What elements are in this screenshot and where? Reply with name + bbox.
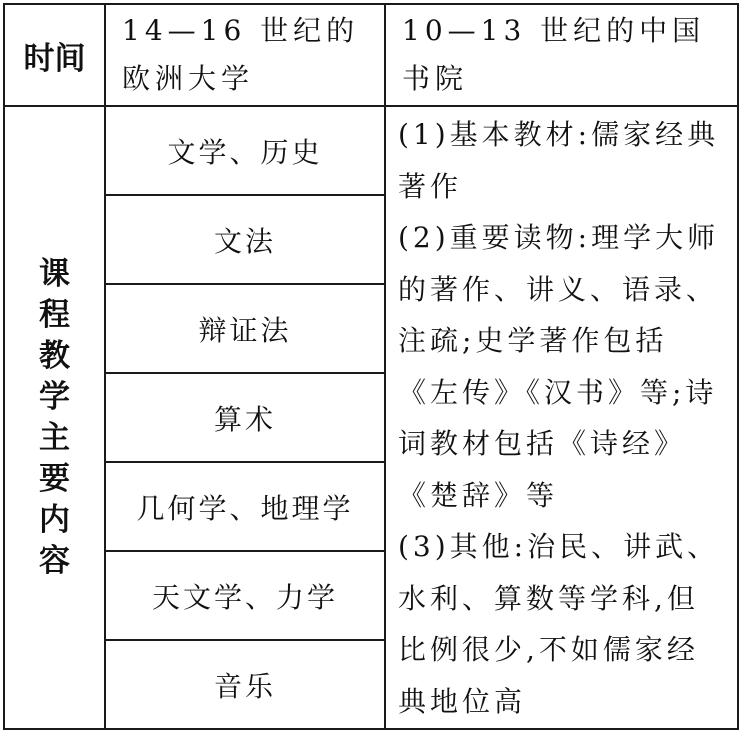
time-header-cell [4, 4, 105, 106]
europe-subject-cell [105, 284, 385, 373]
europe-header-label: 14—16 世纪的欧洲大学 [122, 14, 360, 95]
china-header-cell [385, 4, 738, 106]
row-label: 课程教学主要内容 [39, 255, 70, 579]
europe-subject: 辩证法 [198, 313, 292, 347]
europe-subject: 算术 [213, 402, 276, 436]
europe-subject: 文法 [213, 224, 276, 258]
china-content-item: (1)基本教材:儒家经典著作 [398, 118, 720, 203]
time-header-label: 时间 [23, 40, 86, 77]
europe-subject-cell [105, 106, 385, 195]
china-content-cell [385, 106, 738, 729]
europe-subject: 天文学、力学 [151, 580, 338, 614]
europe-header-cell [105, 4, 385, 106]
europe-subject-cell [105, 462, 385, 551]
europe-subject: 几何学、地理学 [136, 491, 354, 525]
china-content-item: (3)其他:治民、讲武、水利、算数等学科,但比例很少,不如儒家经典地位高 [398, 530, 720, 718]
europe-subject-cell [105, 195, 385, 284]
row-label-cell [4, 106, 105, 729]
header-row [4, 4, 738, 106]
europe-subject-cell [105, 640, 385, 729]
china-header-label: 10—13 世纪的中国书院 [402, 14, 706, 95]
europe-subject: 音乐 [213, 669, 276, 703]
europe-subject-cell [105, 551, 385, 640]
europe-subject: 文学、历史 [167, 135, 323, 169]
comparison-table [3, 3, 739, 730]
europe-subject-cell [105, 373, 385, 462]
china-content-item: (2)重要读物:理学大师的著作、讲义、语录、注疏;史学著作包括《左传》《汉书》等;诗词教材包括《诗经》《楚辞》等 [398, 221, 720, 512]
table-row [4, 106, 738, 195]
